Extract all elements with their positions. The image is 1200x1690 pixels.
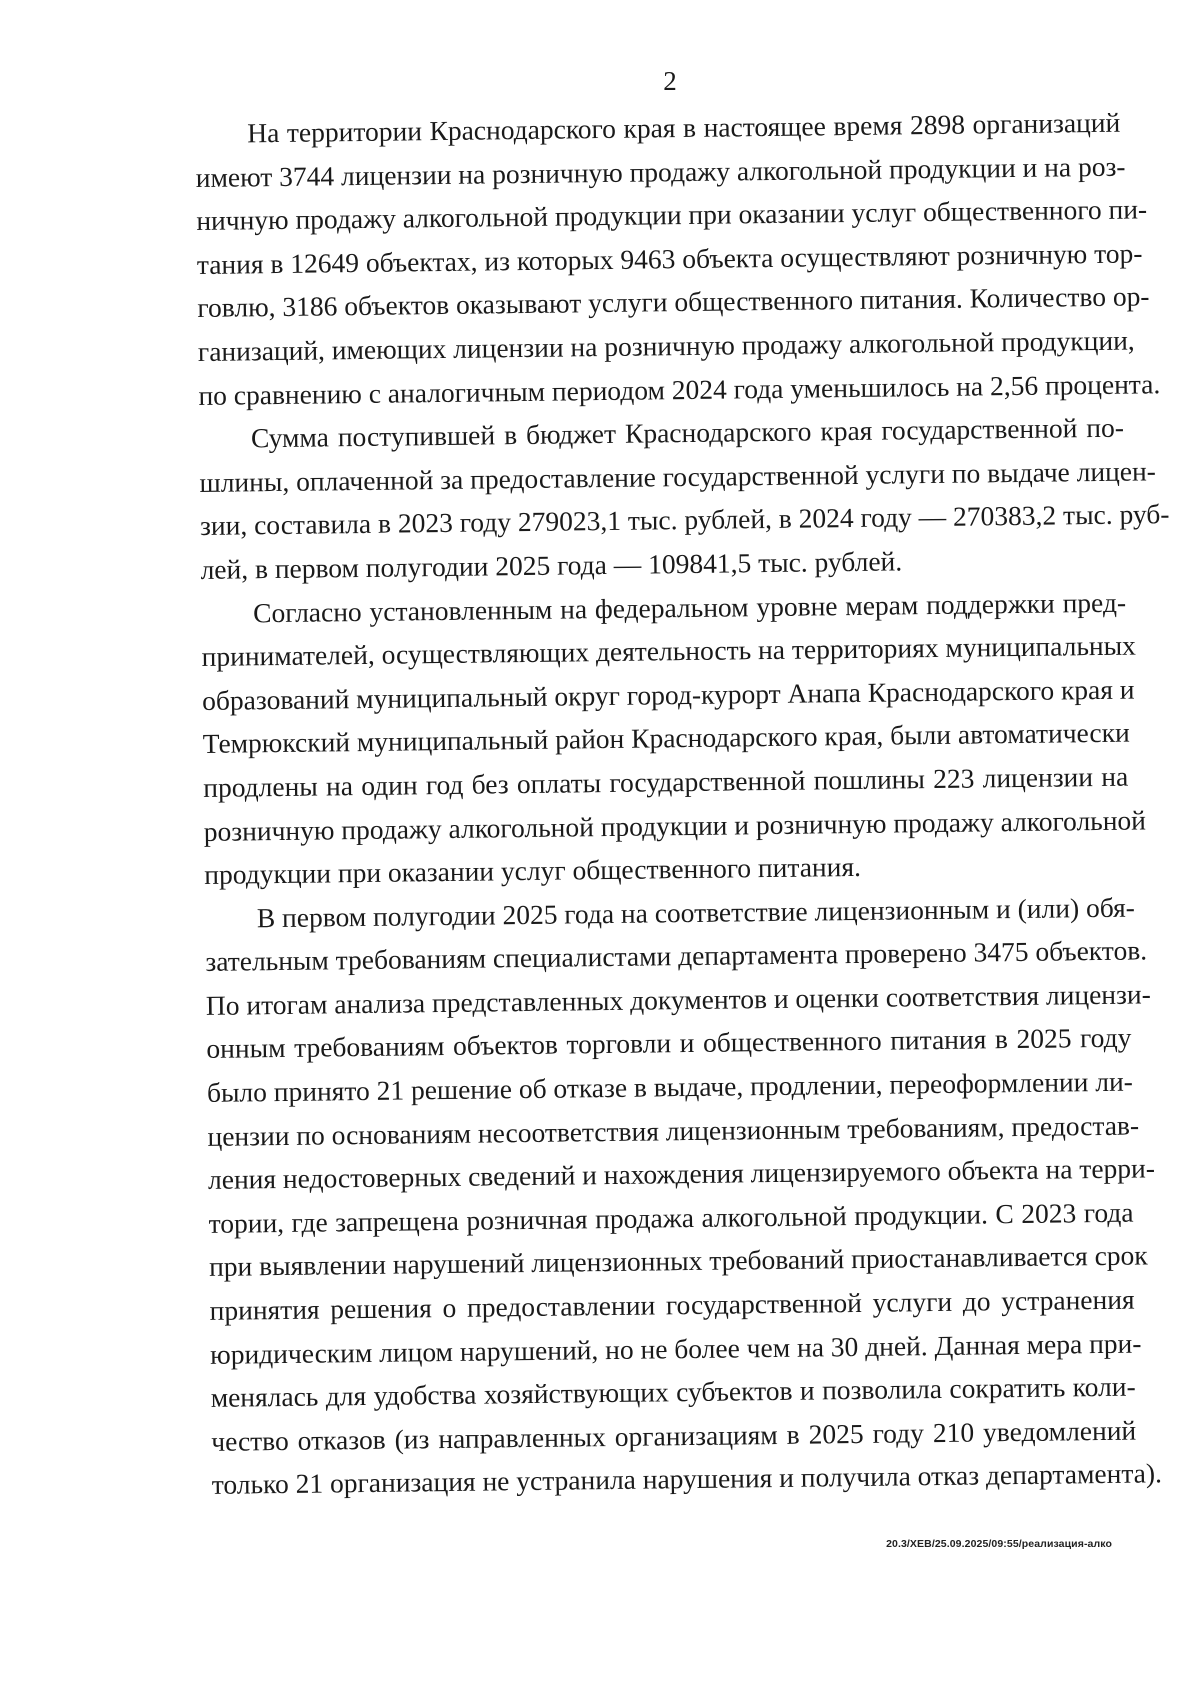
text-line: менялась для удобства хозяйствующих субъектов и позволила сократить коли- xyxy=(210,1370,1136,1414)
text-line: цензии по основаниям несоответствия лицензионным требованиям, предостав- xyxy=(207,1109,1140,1152)
text-line: продлены на один год без оплаты государственной пошлины 223 лицензии на xyxy=(203,760,1129,803)
text-line: принятия решения о предоставлении государственной услуги до устранения xyxy=(209,1283,1135,1326)
text-line: Согласно установленным на федеральном уровне мерам поддержки пред- xyxy=(252,586,1127,628)
text-line: тания в 12649 объектах, из которых 9463 объекта осуществляют розничную тор- xyxy=(196,237,1143,280)
text-line: образований муниципальный округ город-курорт Анапа Краснодарского края и xyxy=(201,673,1135,716)
text-line: только 21 организация не устранила нарушения и получила отказ департамента). xyxy=(211,1457,1163,1501)
text-line: при выявлении нарушений лицензионных требований приостанавливается срок xyxy=(208,1239,1148,1283)
paragraph-state-duty xyxy=(199,406,1170,592)
text-line: Сумма поступившей в бюджет Краснодарского края государственной по- xyxy=(250,411,1125,454)
text-line: тории, где запрещена розничная продажа алкогольной продукции. С 2023 года xyxy=(208,1196,1134,1239)
text-line: ничную продажу алкогольной продукции при оказании услуг общественного пи- xyxy=(196,193,1148,237)
text-line: зии, составила в 2023 году 279023,1 тыс. рублей, в 2024 году — 270383,2 тыс. руб- xyxy=(199,498,1170,542)
text-line: чество отказов (из направленных организациям в 2025 году 210 уведомлений xyxy=(211,1414,1137,1457)
text-line: По итогам анализа представленных документов и оценки соответствия лицензи- xyxy=(205,978,1151,1021)
footer-document-code: 20.3/ХЕВ/25.09.2025/09:55/реализация-алко xyxy=(886,1538,1112,1550)
paragraph-inspections xyxy=(205,885,1163,1507)
text-line: имеют 3744 лицензии на розничную продажу алкогольной продукции и на роз- xyxy=(195,150,1126,193)
text-line: было принято 21 решение об отказе в выдаче, продлении, переоформлении ли- xyxy=(206,1065,1134,1108)
text-line: розничную продажу алкогольной продукции и розничную продажу алкогольной xyxy=(203,803,1147,847)
text-line: ления недостоверных сведений и нахождения лицензируемого объекта на терри- xyxy=(207,1152,1156,1196)
paragraph-support-measures xyxy=(201,580,1147,896)
text-line: В первом полугодии 2025 года на соответствие лицензионным и (или) обя- xyxy=(256,891,1136,933)
text-line: говлю, 3186 объектов оказывают услуги общественного питания. Количество ор- xyxy=(197,280,1150,324)
text-line: по сравнению с аналогичным периодом 2024 года уменьшилось на 2,56 процента. xyxy=(198,367,1161,411)
text-line: шлины, оплаченной за предоставление государственной услуги по выдаче лицен- xyxy=(199,455,1157,498)
text-line: зательным требованиям специалистами департамента проверено 3475 объектов. xyxy=(205,934,1148,978)
text-line: юридическим лицом нарушений, но не более чем на 30 дней. Данная мера при- xyxy=(209,1327,1142,1370)
text-line: На территории Краснодарского края в настоящее время 2898 организаций xyxy=(247,106,1121,149)
text-line: онным требованиям объектов торговли и общественного питания в 2025 году xyxy=(206,1022,1132,1065)
text-line: принимателей, осуществляющих деятельность на территориях муниципальных xyxy=(201,629,1137,673)
text-line: продукции при оказании услуг общественного питания. xyxy=(204,851,862,891)
body-text xyxy=(195,101,1170,1507)
page-number: 2 xyxy=(663,66,677,96)
text-line: Темрюкский муниципальный район Краснодарского края, были автоматически xyxy=(202,716,1130,760)
paragraph-licenses xyxy=(195,101,1161,417)
text-line: ганизаций, имеющих лицензии на розничную продажу алкогольной продукции, xyxy=(197,324,1135,367)
text-line: лей, в первом полугодии 2025 года — 109841,5 тыс. рублей. xyxy=(200,545,903,585)
